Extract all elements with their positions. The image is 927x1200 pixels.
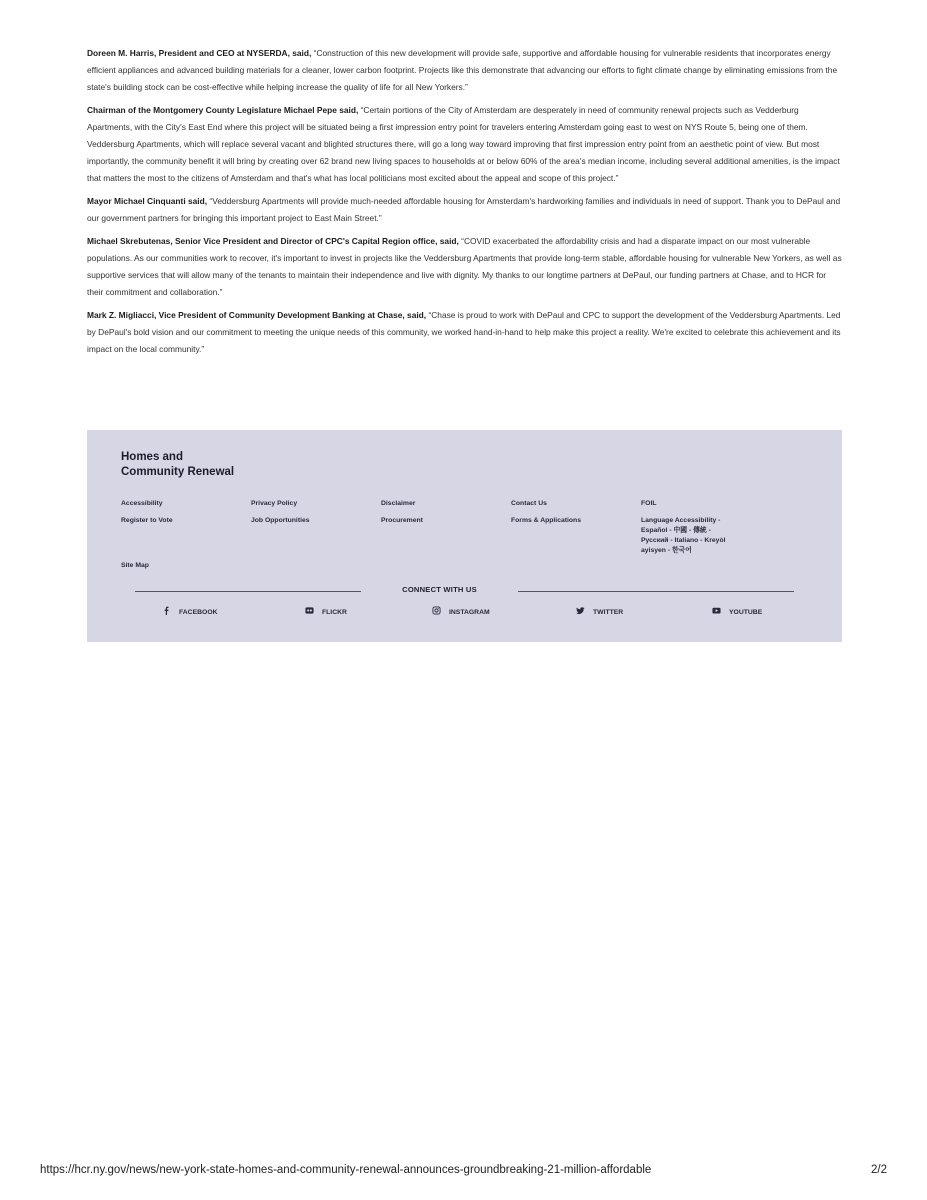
quote-paragraph [87,233,842,301]
quote-speaker: Chairman of the Montgomery County Legislature Michael Pepe said, [87,105,359,115]
language-line: Language Accessibility - [641,517,721,524]
social-link-twitter[interactable] [576,606,623,618]
quote-paragraph [87,307,842,358]
social-link-instagram[interactable] [432,606,490,618]
page-number: 2/2 [871,1164,887,1176]
brand-line: Community Renewal [121,466,235,478]
print-url: https://hcr.ny.gov/news/new-york-state-homes-and-community-renewal-announces-groundbreaking-21-million-affordable [40,1164,652,1176]
quote-paragraph [87,193,842,227]
divider-line [518,591,794,592]
quote-speaker: Mark Z. Migliacci, Vice President of Community Development Banking at Chase, said, [87,310,427,320]
footer-link-foil[interactable]: FOIL [641,500,657,507]
language-line: ayisyen - 한국어 [641,547,692,554]
quote-text: “Construction of this new development will provide safe, supportive and affordable housing for vulnerable residents that incorporates energy efficient appliances and advanced building materials for a cleaner, lower carbon footprint. Projects like this demonstrate that advancing our efforts to fight climate change by eliminating emissions from the state's building stock can be cost-effective while helping increase the quality of life for all New Yorkers.” [87,48,838,92]
footer-link-disclaimer[interactable]: Disclaimer [381,500,416,507]
footer-link-language-accessibility[interactable] [641,516,791,556]
facebook-icon [162,606,171,615]
connect-with-us-divider [135,584,794,598]
quote-speaker: Doreen M. Harris, President and CEO at NYSERDA, said, [87,48,312,58]
quote-text: “Veddersburg Apartments will provide much-needed affordable housing for Amsterdam's hardworking families and individuals in need of support. Thank you to DePaul and our government partners for bringing this important project to East Main Street.” [87,196,841,223]
footer-link-job-opportunities[interactable]: Job Opportunities [251,517,310,524]
site-footer [87,430,842,642]
social-label: YOUTUBE [729,609,763,616]
language-line: Español - 中國 - 傳統 - [641,527,711,534]
social-label: FACEBOOK [179,609,218,616]
flickr-icon [305,606,314,615]
footer-link-procurement[interactable]: Procurement [381,517,423,524]
footer-link-contact-us[interactable]: Contact Us [511,500,547,507]
footer-link-forms-applications[interactable]: Forms & Applications [511,517,581,524]
quote-speaker: Michael Skrebutenas, Senior Vice President and Director of CPC's Capital Region office, said, [87,236,459,246]
quote-text: “Chase is proud to work with DePaul and CPC to support the development of the Veddersburg Apartments. Led by DePaul's bold vision and our commitment to meeting the unique needs of this community, we worked hand-in-hand to help make this project a reality. We're excited to celebrate this achievement and its impact on the local community.” [87,310,841,354]
footer-brand-logo[interactable] [121,450,234,480]
twitter-icon [576,606,585,615]
quote-text: “Certain portions of the City of Amsterdam are desperately in need of community renewal projects such as Vedderburg Apartments, with the City's East End where this project will be situated being a first impression entry point for travelers entering Amsterdam going east to west on NYS Route 5, being one of them. Veddersburg Apartments, which will replace several vacant and blighted structures there, will go a long way toward improving that first impression entry point from an aesthetic point of view. But most importantly, the community benefit it will bring by creating over 62 brand new living spaces to households at or below 60% of the area's median income, including several additional amenities, is the impact that matters the most to the citizens of Amsterdam and that's what has local politicians most excited about the appeal and scope of this project.” [87,105,840,183]
youtube-icon [712,606,721,615]
social-link-facebook[interactable] [162,606,218,618]
social-link-flickr[interactable] [305,606,347,618]
divider-line [135,591,361,592]
footer-link-register-to-vote[interactable]: Register to Vote [121,517,173,524]
brand-line: Homes and [121,451,183,463]
social-label: TWITTER [593,609,624,616]
footer-link-privacy-policy[interactable]: Privacy Policy [251,500,298,507]
footer-links [121,499,811,556]
quote-paragraph [87,45,842,96]
article-body [87,45,842,364]
social-label: INSTAGRAM [449,609,490,616]
connect-with-us-label: CONNECT WITH US [402,585,477,594]
social-label: FLICKR [322,609,347,616]
instagram-icon [432,606,441,615]
quote-paragraph [87,102,842,187]
footer-link-site-map[interactable]: Site Map [121,562,149,569]
footer-link-accessibility[interactable]: Accessibility [121,500,163,507]
language-line: Русский - Italiano - Kreyòl [641,537,726,544]
quote-text: “COVID exacerbated the affordability crisis and had a disparate impact on our most vulnerable populations. As our communities work to recover, it's important to invest in projects like the Veddersburg Apartments that provide long-term stable, affordable housing for vulnerable New Yorkers, as well as supportive services that will allow many of the tenants to maintain their independence and live with dignity. My thanks to our longtime partners at DePaul, our funding partners at Chase, and to HCR for their commitment and collaboration.” [87,236,842,297]
quote-speaker: Mayor Michael Cinquanti said, [87,196,208,206]
social-link-youtube[interactable] [712,606,762,618]
